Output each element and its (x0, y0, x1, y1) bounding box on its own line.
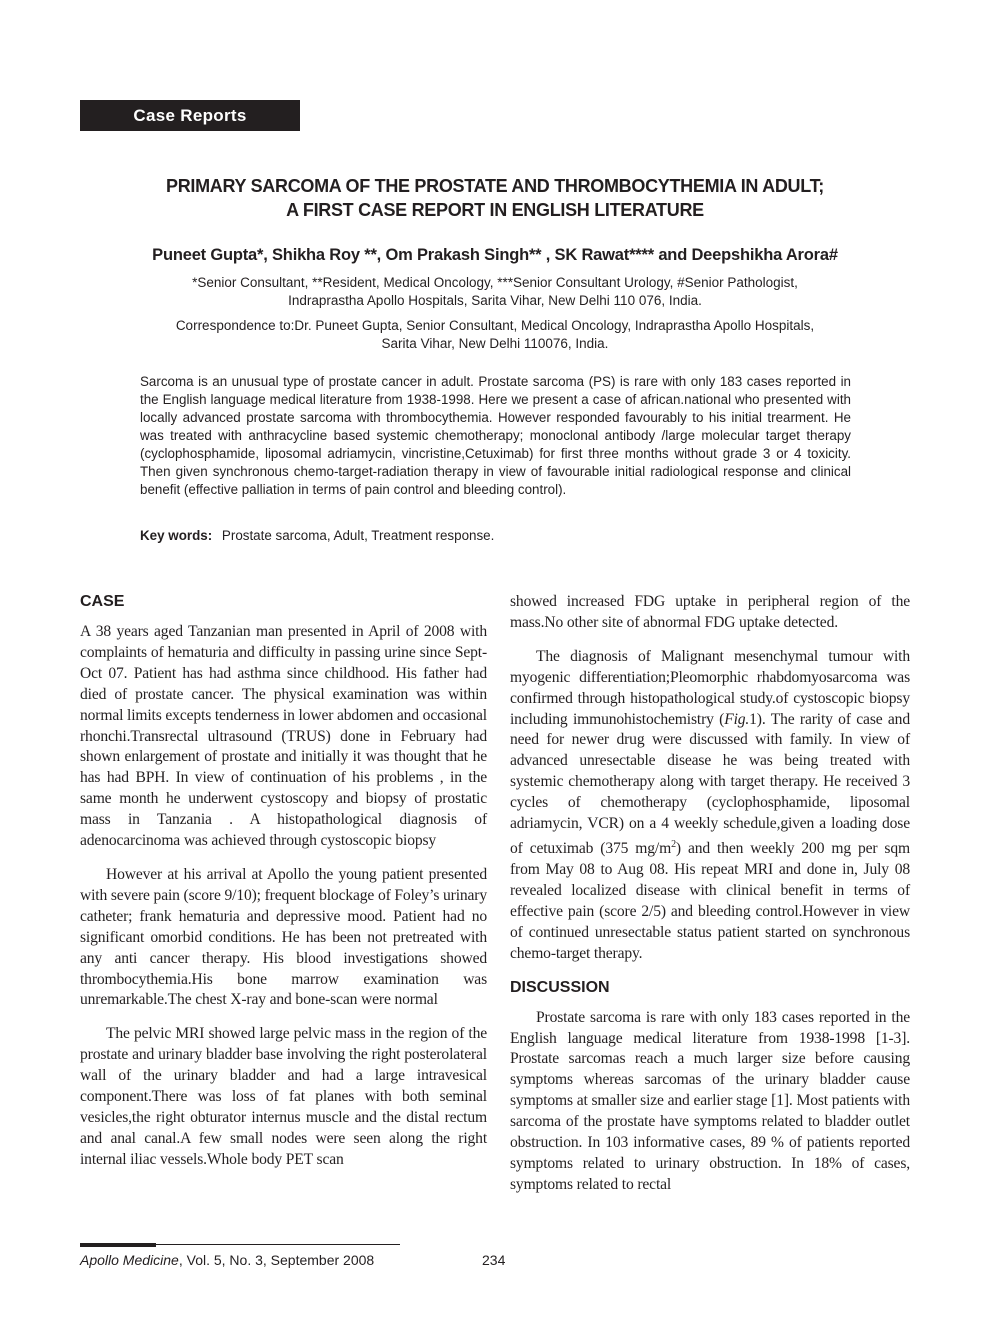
paragraph-text-after-fig: 1). The rarity of case and need for newer drug were discussed with family. In view of advanced unresectable disease he was being treated with systemic chemotherapy along with target therapy. He received 3 cycles of chemotherapy (cyclophosphamide, liposomal adriamycin, VCR) on a 4 weekly schedule,given a loading dose of cetuximab (375 mg/m (510, 710, 910, 858)
case-paragraph-2: However at his arrival at Apollo the young patient presented with severe pain (score 9/10); frequent blockage of Foley’s urinary catheter; frank hematuria and depressive mood. Patient had no significant omorbid conditions. He has been not pretreated with any anti cancer therapy. His blood investigations showed thrombocythemia.His bone marrow examination was unremarkable.The chest X-ray and bone-scan were normal (80, 865, 487, 1009)
footer-citation (80, 1251, 374, 1269)
keywords-label: Key words: (140, 528, 213, 543)
journal-issue: , Vol. 5, No. 3, September 2008 (178, 1252, 375, 1268)
case-paragraph-4: showed increased FDG uptake in peripheral region of the mass.No other site of abnormal FDG uptake detected. (510, 593, 910, 631)
superscript: 2 (671, 838, 676, 850)
case-paragraph-3: The pelvic MRI showed large pelvic mass in the region of the prostate and urinary bladder base involving the right posterolateral wall of the urinary bladder and had a large intravesical component.There was loss of fat planes with both seminal vesicles,the right obturator internus muscle and the distal rectum and anal canal.A few small nodes were seen along the right internal iliac vessels.Whole body PET scan (80, 1025, 487, 1168)
case-paragraph-1: A 38 years aged Tanzanian man presented in April of 2008 with complaints of hematuria and difficulty in passing urine since Sept-Oct 07. Patient has had asthma since childhood. His father had died of prostate cancer. The physical examination was within normal limits excepts tenderness in lower abdomen and occasional rhonchi.Transrectal ultrasound (TRUS) done in February had shown enlargement of prostate and initially it was thought that he has had BPH. In view of continuation of his problems , in the same month he underwent cystoscopy and biopsy of prostatic mass in Tanzania . A histopathological diagnosis of adenocarcinoma was achieved through cystoscopic biopsy (80, 623, 487, 850)
footer-rule-accent (80, 1243, 156, 1247)
section-tag: Case Reports (80, 100, 300, 131)
article-title (80, 174, 910, 222)
page-number: 234 (482, 1252, 506, 1268)
discussion-paragraph-1: Prostate sarcoma is rare with only 183 cases reported in the English language medical literature from 1938-1998 [1-3]. Prostate sarcomas reach a much larger size before causing symptoms whereas sarcomas of the urinary bladder cause symptoms at smaller size and earlier stage [1]. Most patients with sarcoma of the prostate have symptoms related to bladder outlet obstruction. In 103 informative cases, 89 % of patients reported symptoms related to urinary obstruction. In 18% of cases, symptoms related to rectal (510, 1008, 910, 1193)
author-list: Puneet Gupta*, Shikha Roy **, Om Prakash Singh** , SK Rawat**** and Deepshikha Arora# (152, 246, 838, 264)
case-paragraph-5 (510, 647, 910, 965)
keywords (140, 527, 851, 545)
correspondence-line-2: Sarita Vihar, New Delhi 110076, India. (381, 336, 609, 351)
journal-name: Apollo Medicine (80, 1252, 179, 1268)
affiliation-line-2: Indraprastha Apollo Hospitals, Sarita Vihar, New Delhi 110 076, India. (288, 293, 702, 308)
discussion-heading: DISCUSSION (510, 978, 610, 996)
correspondence-line-1: Correspondence to:Dr. Puneet Gupta, Senior Consultant, Medical Oncology, Indraprastha Apollo Hospitals, (175, 318, 815, 333)
paragraph-text-end: ) and then weekly 200 mg per sqm from May 08 to Aug 08. His repeat MRI and done in, July 08 revealed localized disease with clinical benefit in terms of effective pain (score 2/5) and bleeding control.However in view of continued unresectable status patient started on synchronous chemo-target therapy. (510, 840, 910, 962)
affiliation-line-1: *Senior Consultant, **Resident, Medical Oncology, ***Senior Consultant Urology, #Senior Pathologist, (192, 275, 798, 290)
keywords-value: Prostate sarcoma, Adult, Treatment response. (221, 528, 495, 543)
case-heading: CASE (80, 593, 125, 610)
title-line-1: PRIMARY SARCOMA OF THE PROSTATE AND THROMBOCYTHEMIA IN ADULT; (165, 176, 824, 196)
left-column (80, 592, 487, 1184)
correspondence (120, 317, 870, 353)
affiliation (120, 274, 870, 310)
right-column (510, 592, 910, 1209)
title-line-2: A FIRST CASE REPORT IN ENGLISH LITERATURE (286, 200, 704, 220)
abstract: Sarcoma is an unusual type of prostate cancer in adult. Prostate sarcoma (PS) is rare with only 183 cases reported in the English language medical literature from 1938-1998. Here we present a case of african.national who presented with locally advanced prostate sarcoma with thrombocythemia. However responded favourably to his initial trearment. He was treated with anthracycline based systemic chemotherapy; monoclonal antibody /large molecular target therapy (cyclophosphamide, liposomal adriamycin, vincristine,Cetuximab) for first three months without grade 3 or 4 toxicity. Then given synchronous chemo-target-radiation therapy in view of favourable initial radiological response and clinical benefit (effective palliation in terms of pain control and bleeding control). (140, 374, 851, 497)
paragraph-text-before-fig: The diagnosis of Malignant mesenchymal tumour with myogenic differentiation;Pleomorphic rhabdomyosarcoma was confirmed through histopathological study.of cystoscopic biopsy including immunohistochemistry ( (510, 647, 910, 728)
figure-reference: Fig. (724, 710, 750, 728)
